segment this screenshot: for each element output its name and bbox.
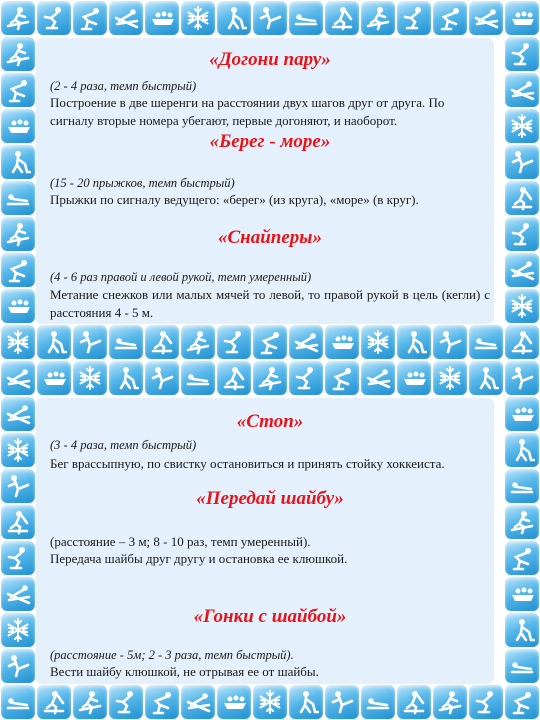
slide-2 <box>0 360 540 720</box>
snowflake-icon <box>0 324 36 360</box>
snowflake-icon <box>0 432 36 468</box>
biathlon-icon <box>504 324 540 360</box>
speed-skater-icon <box>0 252 36 288</box>
luge-icon <box>504 648 540 684</box>
skier-icon <box>0 216 36 252</box>
bobsleigh-icon <box>0 288 36 324</box>
bobsleigh-icon <box>504 576 540 612</box>
figure-skater-icon <box>0 468 36 504</box>
section-title: «Догони пару» <box>209 49 331 70</box>
figure-skater-icon <box>504 360 540 396</box>
section-note: (расстояние – 3 м; 8 - 10 раз, темп умеренный). <box>50 534 311 549</box>
snowflake-icon <box>504 108 540 144</box>
biathlon-icon <box>0 504 36 540</box>
slide-content <box>50 360 490 720</box>
ski-jump-icon <box>504 252 540 288</box>
skier-icon <box>0 0 36 36</box>
section-title: «Берег - море» <box>209 131 331 152</box>
biathlon-icon <box>504 180 540 216</box>
section-text: Вести шайбу клюшкой, не отрывая ее от шайбы. <box>50 664 319 679</box>
section-text: Бег врассыпную, по свистку остановиться и принять стойку хоккеиста. <box>50 456 445 471</box>
hockey-player-icon <box>504 432 540 468</box>
section-note: (2 - 4 раза, темп быстрый) <box>50 79 197 93</box>
section-note: (расстояние - 5м; 2 - 3 раза, темп быстрый). <box>50 648 294 662</box>
skater-icon <box>0 540 36 576</box>
ski-jump-icon <box>504 72 540 108</box>
ski-jump-icon <box>0 396 36 432</box>
section-text: Метание снежков или малых мячей то левой, то правой рукой в цель (кегли) с расстояния 4 - 5 м. <box>50 287 490 320</box>
slide-content <box>50 0 490 360</box>
section-title: «Передай шайбу» <box>196 488 344 509</box>
luge-icon <box>0 180 36 216</box>
section-note: (3 - 4 раза, темп быстрый) <box>50 438 197 452</box>
skater-icon <box>504 216 540 252</box>
section-text: Прыжки по сигналу ведущего: «берег» (из круга), «море» (в круг). <box>50 192 419 207</box>
section-note: (4 - 6 раз правой и левой рукой, темп умеренный) <box>50 270 312 284</box>
section-title: «Гонки с шайбой» <box>193 606 347 627</box>
speed-skater-icon <box>504 540 540 576</box>
skier-icon <box>0 36 36 72</box>
bobsleigh-icon <box>504 396 540 432</box>
skier-icon <box>504 504 540 540</box>
bobsleigh-icon <box>0 108 36 144</box>
hockey-player-icon <box>504 612 540 648</box>
snowflake-icon <box>0 612 36 648</box>
section-text: Построение в две шеренги на расстоянии двух шагов друг от друга. По сигналу вторые номера убегают, первые догоняют, и наоборот. <box>50 95 445 128</box>
skater-icon <box>504 36 540 72</box>
luge-icon <box>0 684 36 720</box>
figure-skater-icon <box>0 648 36 684</box>
ski-jump-icon <box>0 576 36 612</box>
section-title: «Стоп» <box>236 411 304 432</box>
speed-skater-icon <box>504 684 540 720</box>
section-note: (15 - 20 прыжков, темп быстрый) <box>50 176 235 190</box>
figure-skater-icon <box>504 144 540 180</box>
bobsleigh-icon <box>504 0 540 36</box>
section-title: «Снайперы» <box>218 227 322 248</box>
ski-jump-icon <box>0 360 36 396</box>
speed-skater-icon <box>0 72 36 108</box>
section-text: Передача шайбы друг другу и остановка ее клюшкой. <box>50 551 348 566</box>
hockey-player-icon <box>0 144 36 180</box>
snowflake-icon <box>504 288 540 324</box>
luge-icon <box>504 468 540 504</box>
